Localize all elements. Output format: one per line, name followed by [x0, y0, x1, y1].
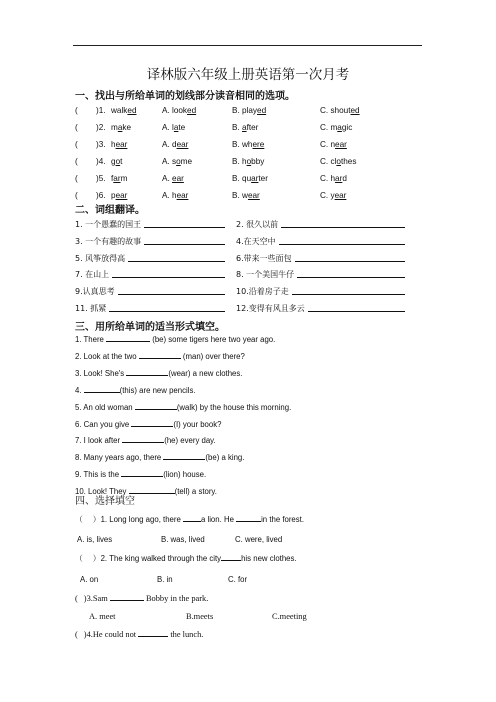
word-part: t [120, 157, 123, 166]
target-word [111, 140, 127, 149]
word-part: g [111, 157, 116, 166]
underlined-part: ar [251, 174, 259, 183]
question-text: 9. This is the [75, 470, 122, 479]
answer-blank[interactable] [129, 486, 175, 494]
fill-in-question [75, 435, 216, 445]
answer-bracket[interactable]: ( [75, 174, 78, 183]
question-number: )5. [96, 174, 106, 183]
choice-question-3: ( )3.Sam Bobby in the park. [75, 594, 209, 603]
phrase-text: 1. 一个愚蠢的国王 [75, 220, 142, 229]
phrase-text: 6.带来一些面包 [236, 254, 292, 263]
option-c[interactable] [320, 157, 356, 166]
answer-blank[interactable] [183, 514, 201, 522]
phrase-text: 7. 在山上 [75, 270, 110, 279]
word-part: me [180, 157, 193, 166]
fill-in-question [75, 334, 275, 344]
target-word [111, 123, 131, 132]
word-part: A. l [162, 123, 174, 132]
answer-blank[interactable] [84, 385, 120, 393]
underlined-part: a [337, 123, 342, 132]
translation-item [236, 253, 292, 264]
word-part: A. [162, 174, 173, 183]
question-hint: (be) a king. [205, 453, 245, 462]
underlined-part: ar [335, 174, 343, 183]
word-part: h [111, 140, 116, 149]
underlined-part: ed [127, 106, 137, 115]
word-part: ter [258, 174, 268, 183]
answer-blank[interactable] [292, 287, 405, 295]
answer-blank[interactable] [121, 469, 163, 477]
choice-question-1: （ ）1. Long long ago, there a lion. He in the forest. [75, 515, 304, 524]
option-c[interactable] [320, 123, 352, 132]
underlined-part: ear [176, 191, 189, 200]
question-text: 5. An old woman [75, 403, 135, 412]
option-a[interactable] [162, 191, 188, 200]
fill-in-question [75, 419, 221, 429]
answer-blank[interactable] [279, 237, 405, 245]
option-b[interactable] [232, 157, 264, 166]
underlined-part: ed [257, 106, 267, 115]
question-number: )2. [96, 123, 106, 132]
answer-bracket[interactable]: ( [75, 191, 78, 200]
fill-in-question [75, 385, 196, 395]
translation-item [236, 286, 289, 297]
question-hint: (wear) a new clothes. [168, 369, 243, 378]
answer-blank[interactable] [281, 220, 405, 228]
phrase-text: 12.变得有风且多云 [236, 304, 305, 313]
underlined-part: ere [252, 140, 265, 149]
word-part: C. n [320, 140, 336, 149]
option-a[interactable] [162, 157, 192, 166]
question-hint: (man) over there? [180, 352, 245, 361]
question-text: 7. I look after [75, 436, 123, 445]
underlined-part: ear [115, 140, 128, 149]
translation-item [236, 303, 305, 314]
underlined-part: o [336, 157, 341, 166]
choice-question-4: ( )4.He could not the lunch. [75, 630, 204, 639]
word-part: walk [111, 106, 128, 115]
option-a[interactable]: A. meet [89, 612, 116, 621]
word-part: A. s [162, 157, 177, 166]
answer-bracket[interactable]: ( [75, 123, 78, 132]
word-part: B. [232, 123, 243, 132]
option-a[interactable] [162, 123, 185, 132]
translation-item [75, 303, 106, 314]
answer-blank[interactable] [131, 419, 173, 427]
word-part: p [111, 191, 116, 200]
answer-blank[interactable] [135, 402, 177, 410]
question-text: 10. Look! They [75, 487, 129, 496]
word-part: fter [246, 123, 259, 132]
question-text: 2. Look at the two [75, 352, 139, 361]
answer-bracket[interactable]: ( [75, 140, 78, 149]
word-part: gic [341, 123, 353, 132]
question-text: 4. [75, 386, 84, 395]
word-part: m [120, 174, 128, 183]
option-b[interactable]: B. was, lived [161, 535, 205, 544]
phrase-text: 10.沿着房子走 [236, 287, 289, 296]
question-hint: (I) your book? [173, 420, 222, 429]
underlined-part: a [242, 123, 247, 132]
word-part: ke [122, 123, 132, 132]
target-word [111, 106, 137, 115]
question-hint: (this) are new pencils. [119, 386, 196, 395]
option-c[interactable]: C.meeting [272, 612, 307, 621]
phrase-text: 9.认真思考 [75, 287, 115, 296]
answer-blank[interactable] [308, 304, 405, 312]
word-part: C. shout [320, 106, 351, 115]
word-part: B. h [232, 157, 247, 166]
page-title: 译林版六年级上册英语第一次月考 [146, 67, 350, 83]
phrase-text: 4.在天空中 [236, 237, 276, 246]
translation-item [75, 236, 141, 247]
answer-blank[interactable] [118, 287, 225, 295]
phrase-text: 5. 风筝放得高 [75, 254, 126, 263]
answer-blank[interactable] [126, 368, 168, 376]
underlined-part: ed [187, 106, 197, 115]
word-part: thes [340, 157, 357, 166]
phrase-text: 3. 一个有趣的故事 [75, 237, 142, 246]
option-b[interactable] [232, 123, 258, 132]
answer-blank[interactable] [110, 593, 144, 601]
phrase-text: 2. 很久以前 [236, 220, 279, 229]
target-word [111, 191, 127, 200]
question-hint: (lion) house. [163, 470, 207, 479]
question-number: )4. [96, 157, 106, 166]
option-c[interactable] [320, 140, 347, 149]
underlined-part: ear [115, 191, 128, 200]
underlined-part: o [246, 157, 252, 166]
word-part: B. wh [232, 140, 253, 149]
header-rule [73, 45, 422, 46]
underlined-part: ear [176, 140, 189, 149]
answer-blank[interactable] [128, 254, 225, 262]
fill-in-question [75, 452, 244, 462]
word-part: f [111, 174, 114, 183]
section1-heading: 一、找出与所给单词的划线部分读音相同的选项。 [75, 91, 295, 102]
answer-blank[interactable] [109, 304, 225, 312]
answer-blank[interactable] [221, 553, 241, 561]
underlined-part: ed [350, 106, 360, 115]
target-word [111, 174, 127, 183]
option-b[interactable] [232, 174, 268, 183]
option-c[interactable] [320, 174, 347, 183]
option-a[interactable]: A. on [80, 575, 99, 584]
question-hint: (walk) by the house this morning. [176, 403, 292, 412]
question-hint: (he) every day. [164, 436, 216, 445]
underlined-part: a [117, 123, 123, 132]
answer-blank[interactable] [163, 452, 205, 460]
underlined-part: ear [247, 191, 260, 200]
underlined-part: ear [335, 140, 347, 149]
word-part: bby [251, 157, 265, 166]
answer-blank[interactable] [106, 334, 150, 342]
answer-blank[interactable] [295, 254, 405, 262]
question-hint: (tell) a story. [174, 487, 217, 496]
question-text: 8. Many years ago, there [75, 453, 164, 462]
answer-blank[interactable] [139, 351, 181, 359]
word-part: A. h [162, 191, 177, 200]
answer-blank[interactable] [144, 220, 225, 228]
option-b[interactable] [232, 191, 260, 200]
translation-item [236, 269, 294, 280]
word-part: B. w [232, 191, 248, 200]
underlined-part: a [173, 123, 179, 132]
option-c[interactable] [320, 191, 346, 200]
option-b[interactable]: B.meets [186, 612, 214, 621]
option-c[interactable]: C. were, lived [235, 535, 283, 544]
translation-item [75, 253, 125, 264]
underlined-part: o [115, 157, 121, 166]
section4-heading: 四、选择填空 [75, 496, 135, 507]
answer-blank[interactable] [138, 629, 168, 637]
option-a[interactable] [162, 140, 188, 149]
choice-question-2: （ ）2. The king walked through the city his new clothes. [75, 554, 297, 563]
question-number: )3. [96, 140, 106, 149]
translation-item [236, 236, 276, 247]
option-a[interactable]: A. is, lives [77, 535, 113, 544]
section3-heading: 三、用所给单词的适当形式填空。 [75, 322, 225, 333]
option-b[interactable]: B. in [157, 575, 173, 584]
answer-blank[interactable] [144, 237, 225, 245]
fill-in-question [75, 402, 291, 412]
answer-blank[interactable] [297, 270, 405, 278]
question-text: 1. There [75, 335, 107, 344]
translation-item [75, 269, 109, 280]
answer-blank[interactable] [112, 270, 225, 278]
word-part: C. m [320, 123, 338, 132]
word-part: B. qu [232, 174, 252, 183]
phrase-text: 11. 抓紧 [75, 304, 107, 313]
fill-in-question [75, 351, 245, 361]
question-text: 3. Look! She's [75, 369, 127, 378]
section2-heading: 二、词组翻译。 [75, 205, 145, 216]
answer-blank[interactable] [236, 514, 261, 522]
answer-blank[interactable] [122, 435, 164, 443]
fill-in-question [75, 368, 242, 378]
underlined-part: ar [113, 174, 121, 183]
question-number: )6. [96, 191, 106, 200]
answer-bracket[interactable]: ( [75, 157, 78, 166]
option-b[interactable] [232, 140, 264, 149]
answer-bracket[interactable]: ( [75, 106, 78, 115]
word-part: d [342, 174, 347, 183]
word-part: te [178, 123, 186, 132]
word-part: B. play [232, 106, 258, 115]
word-part: A. d [162, 140, 177, 149]
translation-item [75, 219, 141, 230]
question-number: )1. [96, 106, 106, 115]
word-part: m [111, 123, 118, 132]
word-part: C. h [320, 174, 336, 183]
word-part: A. look [162, 106, 188, 115]
option-a[interactable] [162, 174, 184, 183]
word-part: C. y [320, 191, 335, 200]
target-word [111, 157, 122, 166]
question-text: 6. Can you give [75, 420, 132, 429]
option-a[interactable] [162, 106, 196, 115]
fill-in-question [75, 469, 206, 479]
option-b[interactable] [232, 106, 266, 115]
underlined-part: o [176, 157, 181, 166]
underlined-part: ear [334, 191, 347, 200]
question-hint: (be) some tigers here two year ago. [150, 335, 276, 344]
option-c[interactable]: C. for [228, 575, 248, 584]
translation-item [75, 286, 115, 297]
translation-item [236, 219, 278, 230]
option-c[interactable] [320, 106, 360, 115]
phrase-text: 8. 一个美国牛仔 [236, 270, 295, 279]
underlined-part: ear [172, 174, 184, 183]
word-part: C. cl [320, 157, 337, 166]
